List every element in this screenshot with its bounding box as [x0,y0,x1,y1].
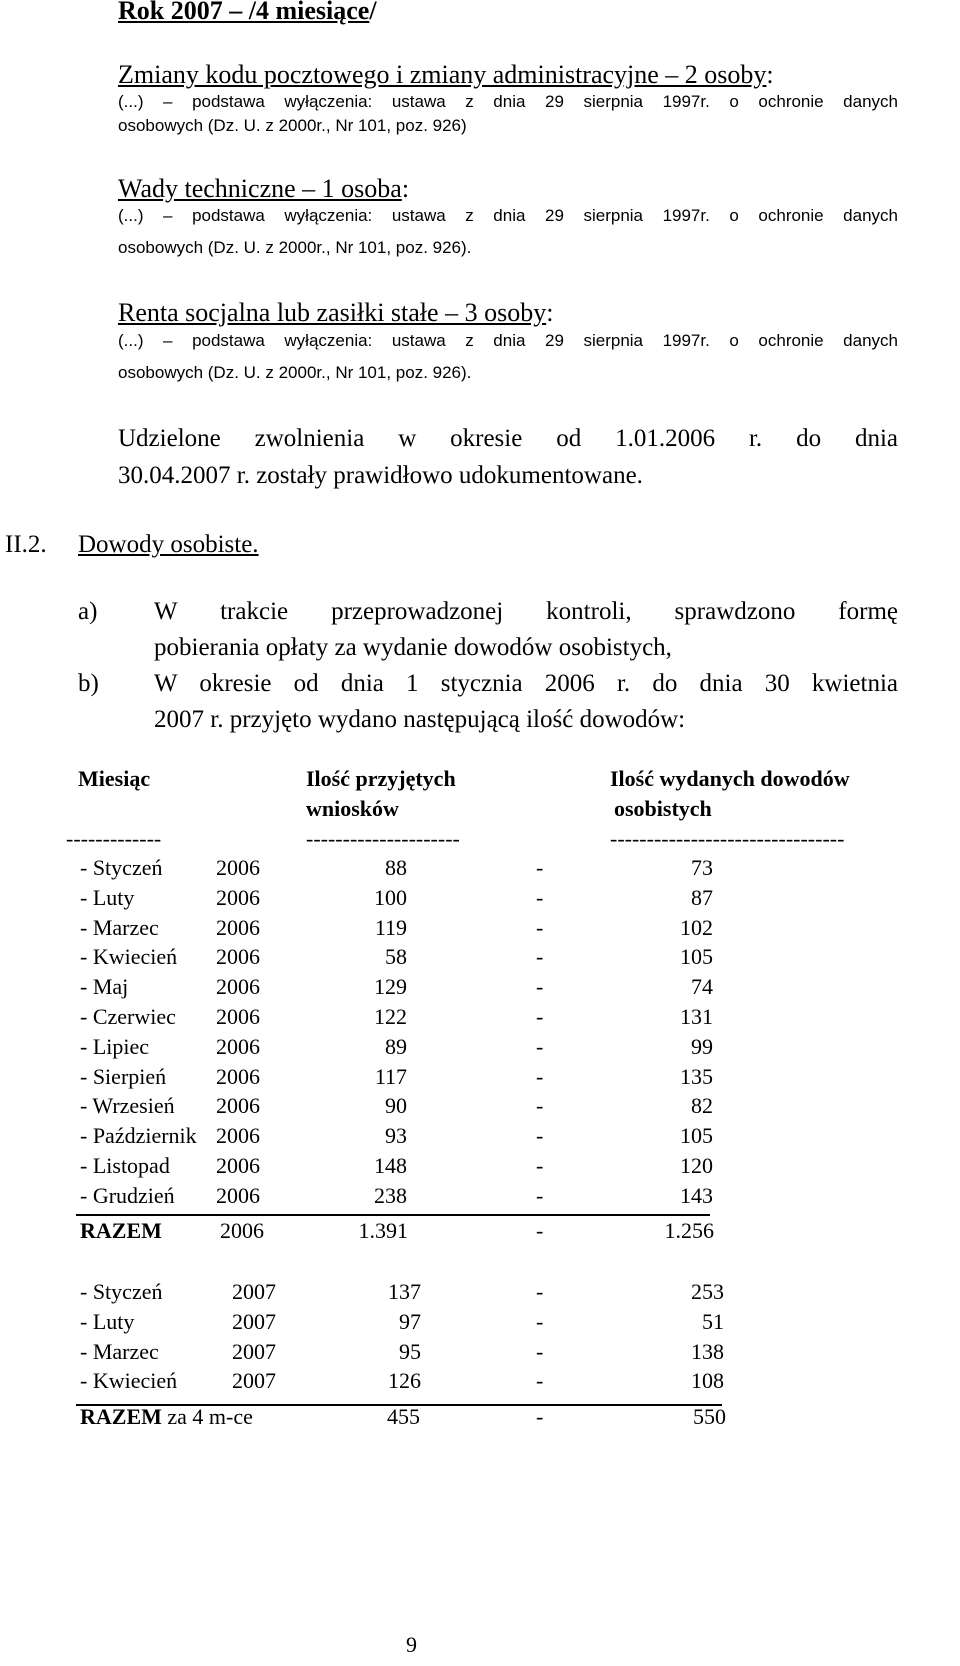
row-sep: - [536,944,544,970]
row-year: 2006 [216,1153,260,1178]
total-suffix: za 4 m-ce [167,1404,253,1429]
row-year: 2006 [216,944,260,970]
row-issued: 105 [680,1123,713,1149]
row-month: - Listopad [80,1153,170,1178]
row-month: - Kwiecień [80,1368,178,1394]
row-year: 2006 [216,974,260,1000]
row-issued: 131 [680,1004,713,1029]
heading-colon: : [546,298,554,327]
row-issued: 253 [691,1279,724,1304]
exemption-note-line-2: 30.04.2007 r. zostały prawidłowo udokumentowane. [118,462,643,489]
dash-line-month: ------------- [66,826,162,851]
row-sep: - [536,1123,544,1149]
table-header-received: Ilość przyjętych [306,766,456,791]
row-sep: - [536,855,544,880]
legal-basis-line-2: osobowych (Dz. U. z 2000r., Nr 101, poz. 926). [118,363,472,382]
row-month: - Wrzesień [80,1093,175,1119]
row-year: 2007 [232,1308,276,1334]
row-received: 93 [385,1123,407,1149]
item-a-line-2: pobierania opłaty za wydanie dowodów osobistych, [154,634,672,661]
section-heading-postal [118,60,774,90]
row-month: - Styczeń [80,855,163,880]
total-received: 1.391 [358,1218,408,1243]
legal-basis-line: (...) – podstawa wyłączenia: ustawa z dnia 29 sierpnia 1997r. o ochronie danych [118,206,898,225]
row-issued: 138 [691,1338,724,1364]
total-label: RAZEM [80,1404,162,1429]
row-sep: - [536,1033,544,1059]
row-year: 2006 [216,1063,260,1089]
row-sep: - [536,914,544,940]
row-issued: 73 [691,855,713,880]
dash-line-issued: -------------------------------- [610,826,845,851]
total-year: 2006 [220,1218,264,1243]
row-sep: - [536,1338,544,1364]
row-month: - Luty [80,1308,135,1334]
item-a-line-1: W trakcie przeprowadzonej kontroli, sprawdzono formę [154,598,898,625]
row-received: 137 [388,1279,421,1304]
row-issued: 74 [691,974,713,1000]
row-issued: 87 [691,884,713,910]
heading-colon: : [766,60,774,89]
row-year: 2006 [216,1093,260,1119]
row-issued: 105 [680,944,713,970]
page-number: 9 [406,1632,417,1657]
row-received: 148 [374,1153,407,1178]
row-year: 2006 [216,855,260,880]
row-issued: 108 [691,1368,724,1394]
item-marker-b: b) [78,670,99,697]
row-year: 2007 [232,1338,276,1364]
row-year: 2006 [216,1182,260,1208]
row-month: - Maj [80,974,129,1000]
row-sep: - [536,1279,544,1304]
table-header-issued-2: osobistych [614,796,712,821]
row-year: 2006 [216,1123,260,1149]
row-sep: - [536,1004,544,1029]
title-text: Rok 2007 – /4 miesiące [118,0,370,25]
row-year: 2007 [232,1279,276,1304]
section-heading-pension [118,298,553,328]
table-header-month: Miesiąc [78,766,151,791]
table-header-received-2: wniosków [306,796,399,821]
total-sep: - [536,1218,544,1243]
row-received: 238 [374,1182,407,1208]
legal-basis-line-2: osobowych (Dz. U. z 2000r., Nr 101, poz. 926). [118,238,472,257]
row-received: 58 [385,944,407,970]
legal-basis-line: (...) – podstawa wyłączenia: ustawa z dnia 29 sierpnia 1997r. o ochronie danych [118,92,898,111]
row-received: 129 [374,974,407,1000]
section-title: Dowody osobiste. [78,531,259,558]
section-heading-text: Zmiany kodu pocztowego i zmiany administracyjne – 2 osoby [118,60,767,89]
row-received: 88 [385,855,407,880]
row-month: - Marzec [80,914,159,940]
page-title [118,0,377,26]
total-received: 455 [387,1404,420,1429]
row-sep: - [536,1368,544,1394]
row-sep: - [536,1063,544,1089]
total-4m [80,1404,253,1430]
row-sep: - [536,1093,544,1119]
row-received: 100 [374,884,407,910]
item-b-line-1: W okresie od dnia 1 stycznia 2006 r. do dnia 30 kwietnia [154,670,898,697]
dash-line-received: --------------------- [306,826,460,851]
item-marker-a: a) [78,598,98,625]
row-issued: 102 [680,914,713,940]
row-month: - Sierpień [80,1063,167,1089]
row-month: - Marzec [80,1338,159,1364]
section-heading-defects [118,174,409,204]
title-slash: / [369,0,377,25]
row-sep: - [536,884,544,910]
row-sep: - [536,974,544,1000]
row-received: 95 [399,1338,421,1364]
row-received: 97 [399,1308,421,1334]
heading-colon: : [401,174,410,203]
row-issued: 82 [691,1093,713,1119]
row-month: - Październik [80,1123,197,1149]
legal-basis-line: (...) – podstawa wyłączenia: ustawa z dnia 29 sierpnia 1997r. o ochronie danych [118,331,898,350]
row-year: 2006 [216,1004,260,1029]
row-sep: - [536,1153,544,1178]
row-issued: 135 [680,1063,713,1089]
total-issued: 1.256 [664,1218,714,1243]
row-issued: 143 [680,1182,713,1208]
row-received: 89 [385,1033,407,1059]
row-year: 2006 [216,1033,260,1059]
section-heading-text: Renta socjalna lub zasiłki stałe – 3 osoby [118,298,547,327]
row-issued: 120 [680,1153,713,1178]
total-label: RAZEM [80,1218,162,1243]
row-sep: - [536,1182,544,1208]
row-received: 126 [388,1368,421,1394]
exemption-note-line-1: Udzielone zwolnienia w okresie od 1.01.2006 r. do dnia [118,425,898,452]
row-year: 2006 [216,884,260,910]
row-received: 90 [385,1093,407,1119]
row-month: - Czerwiec [80,1004,176,1029]
row-received: 117 [374,1063,407,1089]
section-number: II.2. [5,531,47,558]
table-header-issued: Ilość wydanych dowodów [610,766,850,791]
section-heading-text: Wady techniczne – 1 osoba [118,174,402,203]
item-b-line-2: 2007 r. przyjęto wydano następującą ilość dowodów: [154,706,686,733]
row-month: - Grudzień [80,1182,175,1208]
total-sep: - [536,1404,544,1429]
row-year: 2007 [232,1368,276,1394]
total-issued: 550 [693,1404,726,1429]
row-year: 2006 [216,914,260,940]
divider-line [76,1214,710,1216]
row-month: - Styczeń [80,1279,163,1304]
row-sep: - [536,1308,544,1334]
row-issued: 99 [691,1033,713,1059]
row-received: 122 [374,1004,407,1029]
legal-basis-line-2: osobowych (Dz. U. z 2000r., Nr 101, poz. 926) [118,116,467,135]
row-month: - Kwiecień [80,944,178,970]
row-received: 119 [374,914,407,940]
row-issued: 51 [702,1308,724,1334]
row-month: - Lipiec [80,1033,150,1059]
row-month: - Luty [80,884,135,910]
